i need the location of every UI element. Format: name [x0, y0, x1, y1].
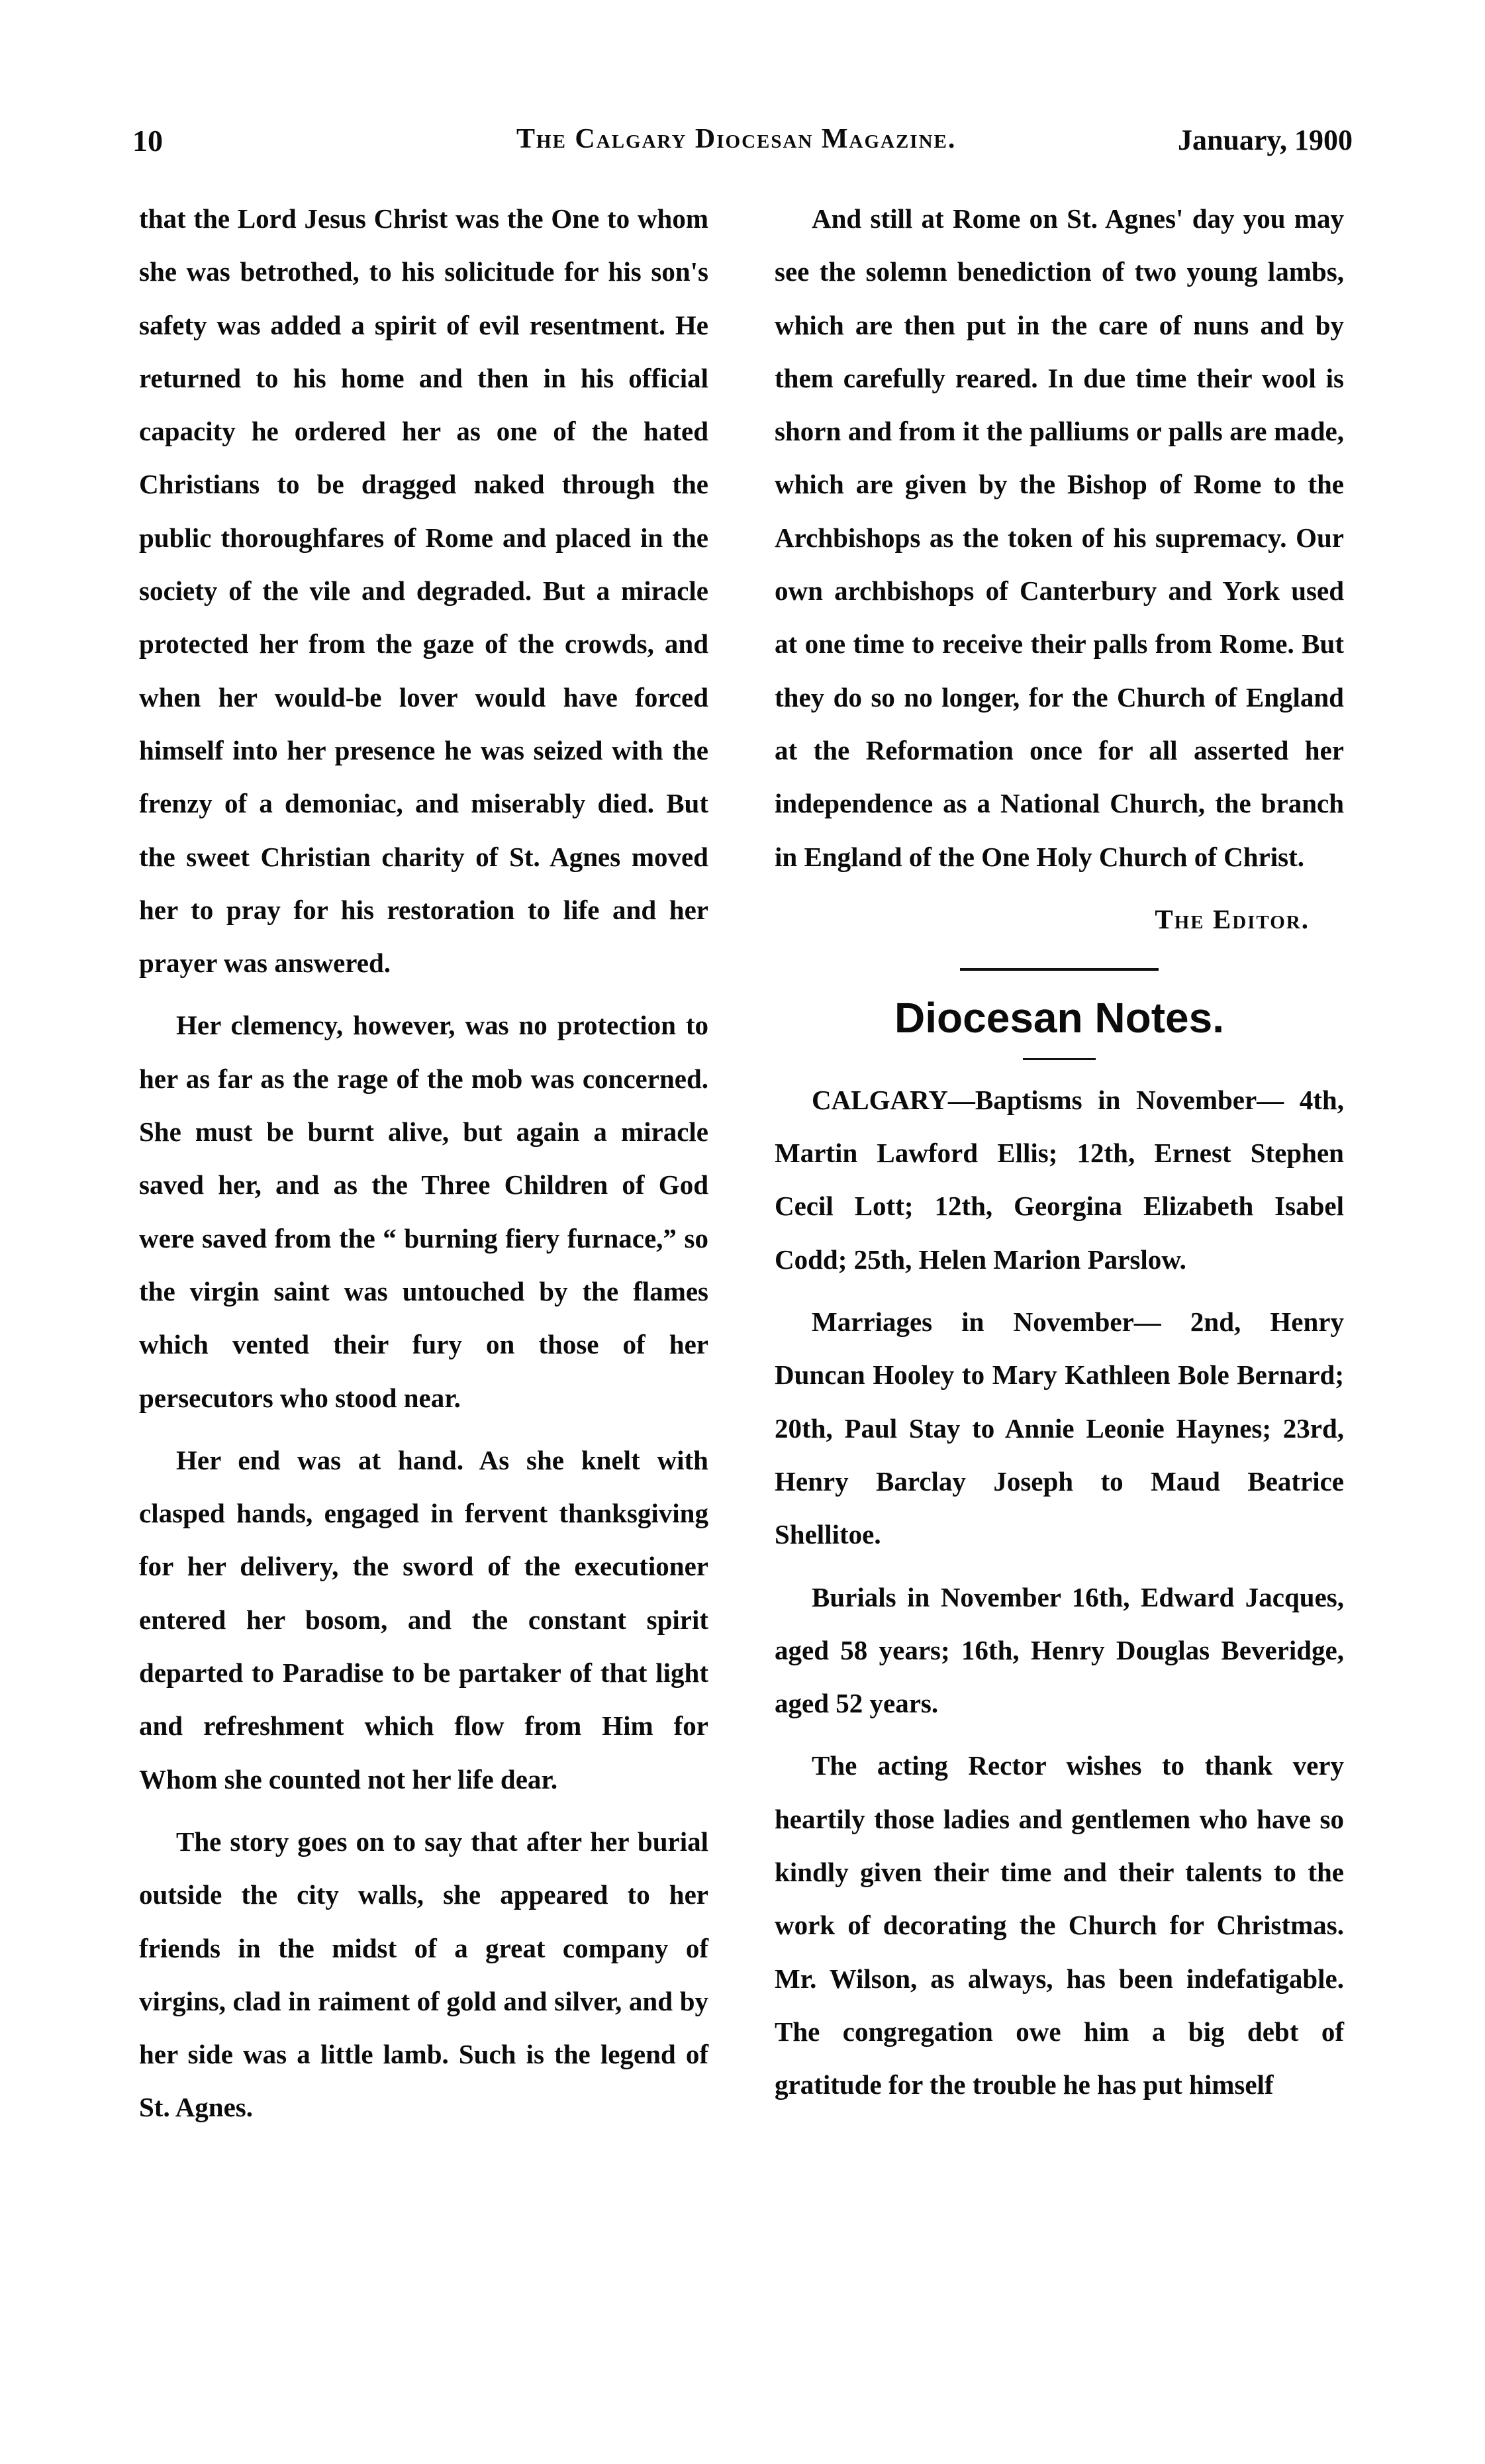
page-number: 10: [132, 124, 163, 158]
story-paragraph: The story goes on to say that after her burial outside the city walls, she appeared to her friends in the midst of a great company of virgins, clad in raiment of gold and silver, and by her side was a little lamb. Such is the legend of St. Agnes.: [139, 1826, 708, 2123]
right-column: [775, 192, 1344, 2121]
burials-note: Burials in November 16th, Edward Jacques, aged 58 years; 16th, Henry Douglas Beveridge, aged 52 years.: [775, 1581, 1344, 1719]
magazine-title: The Calgary Diocesan Magazine.: [516, 124, 957, 154]
marriages-note: Marriages in November— 2nd, Henry Duncan Hooley to Mary Kathleen Bole Bernard; 20th, Paul Stay to Annie Leonie Haynes; 23rd, Henry Barclay Joseph to Maud Beatrice Shellitoe.: [775, 1306, 1344, 1550]
baptisms-note: [775, 1073, 1344, 1286]
left-column: [139, 192, 708, 2144]
issue-date: January, 1900: [1177, 124, 1353, 156]
story-paragraph: Her end was at hand. As she knelt with clasped hands, engaged in fervent thanksgiving for her delivery, the sword of the executioner entered her bosom, and the constant spirit departed to Paradise to be partaker of that light and refreshment which flow from Him for Whom she counted not her life dear.: [139, 1444, 708, 1795]
heading-rule: [1023, 1058, 1096, 1060]
editor-signature: The Editor.: [1155, 903, 1310, 934]
story-paragraph: that the Lord Jesus Christ was the One to whom she was betrothed, to his solicitude for his son's safety was added a spirit of evil resentment. He returned to his home and then in his official capacity he ordered her as one of the hated Christians to be dragged naked through the public thoroughfares of Rome and placed in the society of the vile and degraded. But a miracle protected her from the gaze of the crowds, and when her would-be lover would have forced himself into her presence he was seized with the frenzy of a demoniac, and miserably died. But the sweet Christian charity of St. Agnes moved her to pray for his restoration to life and her prayer was answered.: [139, 203, 708, 979]
city-name: CALGARY: [812, 1084, 948, 1115]
page-header: [132, 123, 1353, 163]
thanks-note: The acting Rector wishes to thank very heartily those ladies and gentlemen who have so kindly given their time and their talents to the work of decorating the Church for Christmas. Mr. Wilson, as always, has been indefatigable. The congregation owe him a big debt of gratitude for the trouble he has put himself: [775, 1750, 1344, 2100]
section-heading: Diocesan Notes.: [894, 993, 1224, 1042]
story-paragraph: Her clemency, however, was no protection to her as far as the rage of the mob was concerned. She must be burnt alive, but again a miracle saved her, and as the Three Children of God were saved from the “ burning fiery furnace,” so the virgin saint was untouched by the flames which vented their fury on those of her persecutors who stood near.: [139, 1010, 708, 1413]
section-divider: [960, 968, 1159, 971]
story-paragraph: And still at Rome on St. Agnes' day you may see the solemn benediction of two young lambs, which are then put in the care of nuns and by them carefully reared. In due time their wool is shorn and from it the palliums or palls are made, which are given by the Bishop of Rome to the Archbishops as the token of his supremacy. Our own archbishops of Canterbury and York used at one time to receive their palls from Rome. But they do so no longer, for the Church of England at the Reformation once for all asserted her independence as a National Church, the branch in England of the One Holy Church of Christ.: [775, 203, 1344, 872]
baptisms-text: —Baptisms in November— 4th, Martin Lawford Ellis; 12th, Ernest Stephen Cecil Lott; 12th, Georgina Elizabeth Isabel Codd; 25th, Helen Marion Parslow.: [775, 1084, 1344, 1275]
